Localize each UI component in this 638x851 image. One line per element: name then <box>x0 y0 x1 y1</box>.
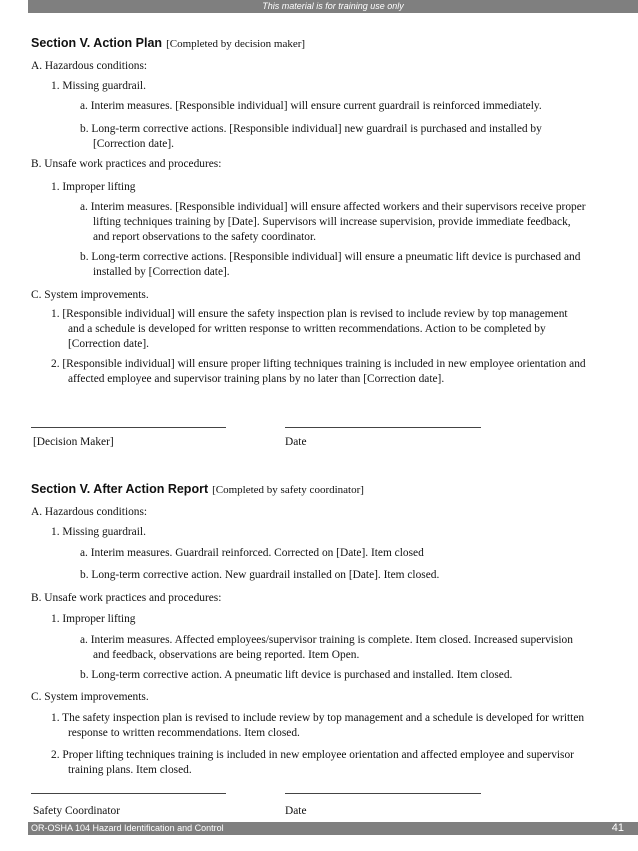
action-plan-subtitle: [Completed by decision maker] <box>166 38 306 50</box>
aar-c2-item-line2: training plans. Item closed. <box>68 764 192 776</box>
course-title: OR-OSHA 104 Hazard Identification and Control <box>31 823 224 833</box>
decision-maker-date-line <box>285 427 481 428</box>
ap-c1-item-line1: 1. [Responsible individual] will ensure the safety inspection plan is revised to include review by top management <box>51 308 568 320</box>
aar-a-heading: A. Hazardous conditions: <box>31 506 148 518</box>
aar-b-heading: B. Unsafe work practices and procedures: <box>31 592 222 604</box>
after-action-subtitle: [Completed by safety coordinator] <box>212 484 364 496</box>
ap-c-heading: C. System improvements. <box>31 289 149 301</box>
aar-b1b-item: b. Long-term corrective action. A pneumatic lift device is purchased and installed. Item closed. <box>80 669 513 681</box>
ap-b1a-item-line2: lifting techniques training by [Date]. Supervisors will increase supervision, provide immediate feedback, <box>93 216 571 228</box>
ap-a1b-item-line2: [Correction date]. <box>93 138 174 150</box>
ap-c2-item-line2: affected employee and supervisor training plans by no later than [Correction date]. <box>68 373 445 385</box>
safety-coordinator-date-line <box>285 793 481 794</box>
safety-coordinator-label: Safety Coordinator <box>33 805 120 817</box>
decision-maker-signature-line <box>31 427 226 428</box>
safety-coordinator-date-label: Date <box>285 805 307 817</box>
aar-c1-item-line1: 1. The safety inspection plan is revised to include review by top management and a schedule is developed for written <box>51 712 585 724</box>
page-number: 41 <box>611 822 624 834</box>
after-action-heading: Section V. After Action Report [Completed by safety coordinator] <box>31 482 364 496</box>
decision-maker-date-label: Date <box>285 436 307 448</box>
training-use-note: This material is for training use only <box>262 1 404 11</box>
aar-b1-item: 1. Improper lifting <box>51 613 136 625</box>
aar-a1a-item: a. Interim measures. Guardrail reinforced. Corrected on [Date]. Item closed <box>80 547 424 559</box>
ap-a1-item: 1. Missing guardrail. <box>51 80 146 92</box>
aar-a1b-item: b. Long-term corrective action. New guardrail installed on [Date]. Item closed. <box>80 569 440 581</box>
ap-c1-item-line3: [Correction date]. <box>68 338 149 350</box>
ap-b1-item: 1. Improper lifting <box>51 181 136 193</box>
ap-b-heading: B. Unsafe work practices and procedures: <box>31 158 222 170</box>
safety-coordinator-signature-line <box>31 793 226 794</box>
ap-b1b-item-line1: b. Long-term corrective actions. [Responsible individual] will ensure a pneumatic lift device is purchased and <box>80 251 581 263</box>
ap-a1a-item: a. Interim measures. [Responsible individual] will ensure current guardrail is reinforced immediately. <box>80 100 542 112</box>
ap-b1a-item-line3: and report observations to the safety coordinator. <box>93 231 317 243</box>
ap-c1-item-line2: and a schedule is developed for written response to written recommendations. Action to be completed by <box>68 323 546 335</box>
ap-b1b-item-line2: installed by [Correction date]. <box>93 266 230 278</box>
aar-b1a-item-line2: and feedback, observations are being reported. Item Open. <box>93 649 360 661</box>
aar-c2-item-line1: 2. Proper lifting techniques training is included in new employee orientation and affected employee and supervisor <box>51 749 574 761</box>
training-use-banner <box>28 0 638 13</box>
aar-c-heading: C. System improvements. <box>31 691 149 703</box>
aar-c1-item-line2: response to written recommendations. Item closed. <box>68 727 300 739</box>
ap-c2-item-line1: 2. [Responsible individual] will ensure proper lifting techniques training is included in new employee orientation and <box>51 358 586 370</box>
ap-a1b-item-line1: b. Long-term corrective actions. [Responsible individual] new guardrail is purchased and installed by <box>80 123 542 135</box>
ap-a-heading: A. Hazardous conditions: <box>31 60 148 72</box>
page-footer <box>28 822 638 835</box>
aar-a1-item: 1. Missing guardrail. <box>51 526 146 538</box>
ap-b1a-item-line1: a. Interim measures. [Responsible individual] will ensure affected workers and their supervisors receive proper <box>80 201 586 213</box>
action-plan-heading: Section V. Action Plan [Completed by decision maker] <box>31 36 306 50</box>
aar-b1a-item-line1: a. Interim measures. Affected employees/supervisor training is complete. Item closed. Increased supervision <box>80 634 573 646</box>
decision-maker-label: [Decision Maker] <box>33 436 114 448</box>
